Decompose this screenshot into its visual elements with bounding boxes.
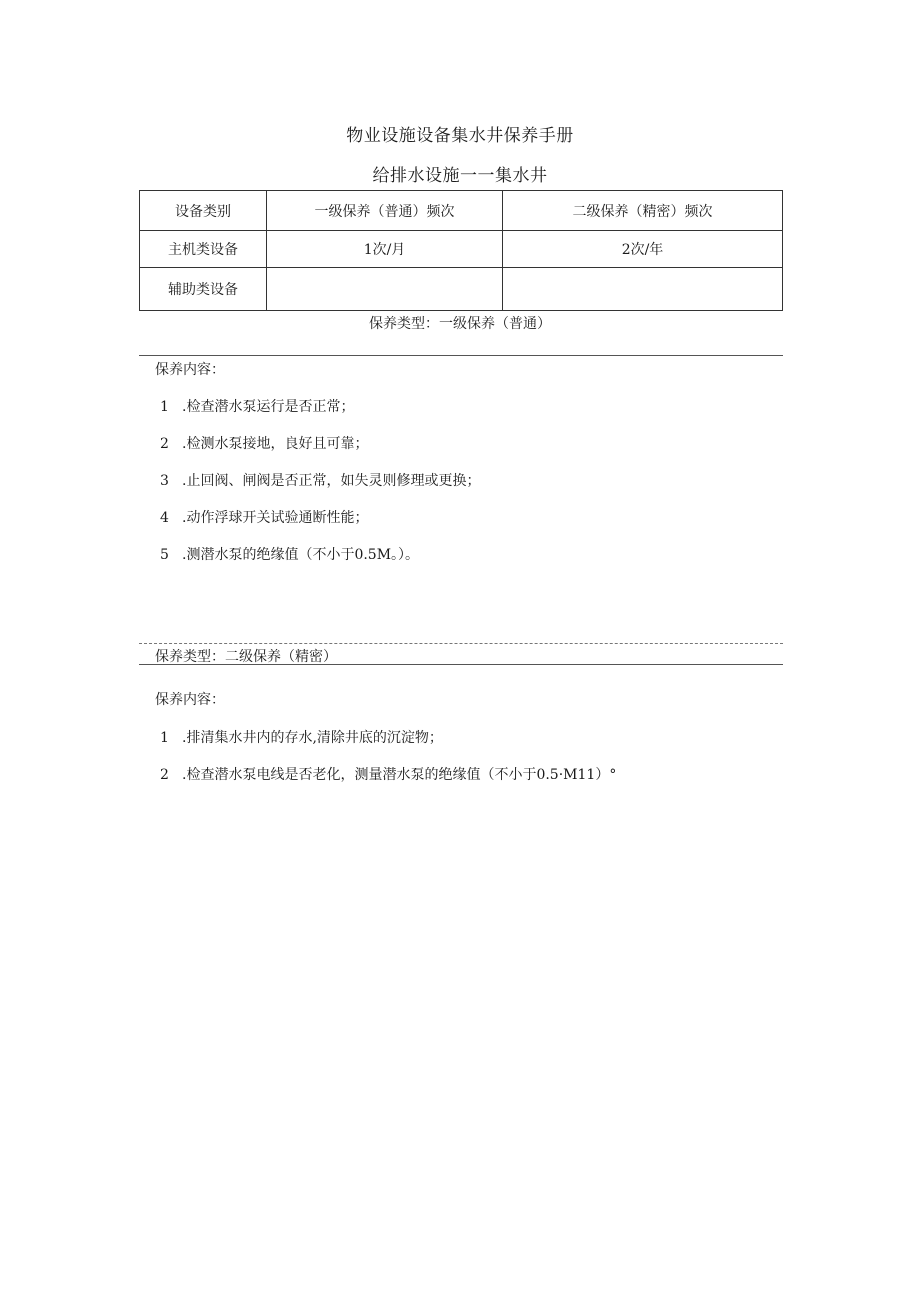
table-cell: 辅助类设备 [140,268,267,311]
table-row [140,268,783,311]
list-item: 5 .测潜水泵的绝缘值（不小于0.5M。）。 [160,547,420,563]
list-item: 2 .检查潜水泵电线是否老化，测量潜水泵的绝缘值（不小于0.5·M11）° [160,767,617,783]
section2-content-label: 保养内容： [155,692,225,708]
table-row [140,231,783,268]
table-cell: 2次/年 [503,231,783,268]
table-cell [267,268,503,311]
maintenance-frequency-table [139,190,783,311]
table-cell: 主机类设备 [140,231,267,268]
list-item: 2 .检测水泵接地，良好且可靠； [160,436,369,452]
list-item: 3 .止回阀、闸阀是否正常，如失灵则修理或更换； [160,473,481,489]
divider [139,355,783,356]
document-title: 物业设施设备集水井保养手册 [346,126,574,146]
divider [139,643,783,644]
divider [139,664,783,665]
list-item: 1 .检查潜水泵运行是否正常； [160,399,355,415]
table-header-cell: 设备类别 [140,191,267,231]
table-header-row [140,191,783,231]
table-header-cell: 二级保养（精密）频次 [503,191,783,231]
section2-type-label: 保养类型：二级保养（精密） [155,649,337,665]
list-item: 1 .排清集水井内的存水,清除井底的沉淀物； [160,730,443,746]
document-subtitle: 给排水设施一一集水井 [372,166,548,186]
section1-type-label: 保养类型：一级保养（普通） [369,316,551,332]
section1-content-label: 保养内容： [155,362,225,378]
table-cell: 1次/月 [267,231,503,268]
table-cell [503,268,783,311]
table-header-cell: 一级保养（普通）频次 [267,191,503,231]
list-item: 4 .动作浮球开关试验通断性能； [160,510,369,526]
